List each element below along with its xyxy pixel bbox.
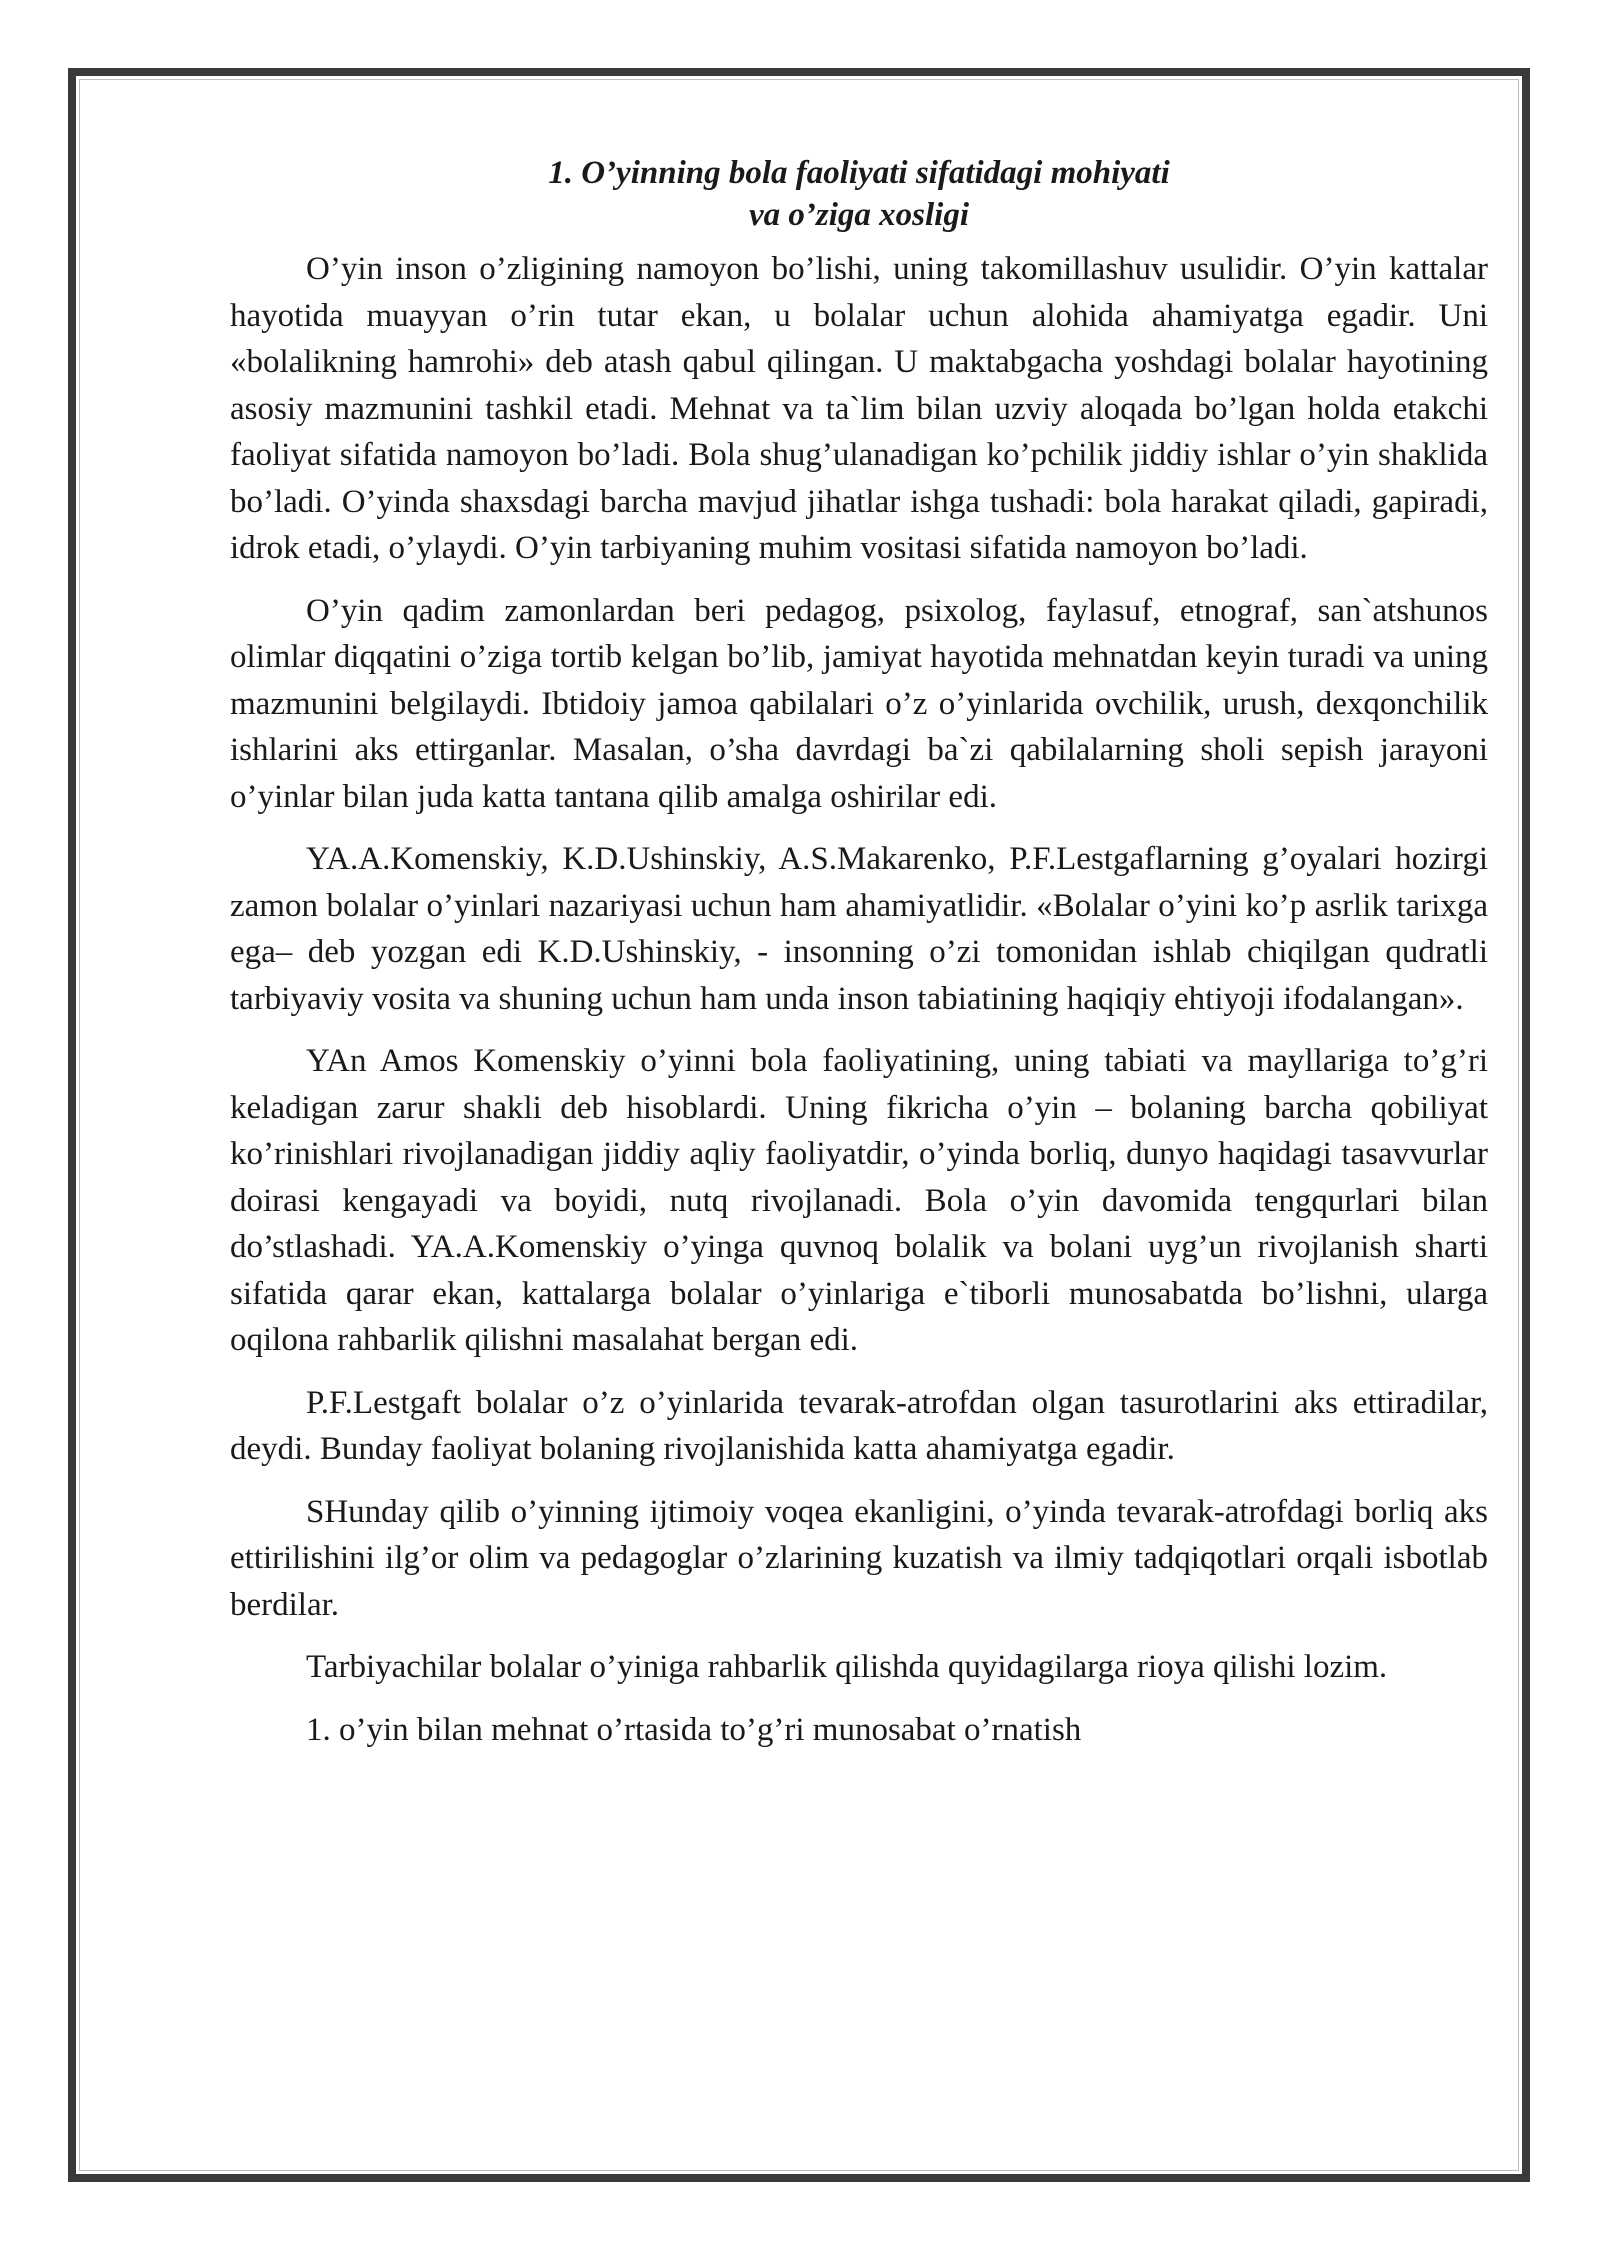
paragraph: Tarbiyachilar bolalar o’yiniga rahbarlik qilishda quyidagilarga rioya qilishi lozim. <box>306 1649 1388 1685</box>
title-line-2: va o’ziga xosligi <box>749 197 969 233</box>
document-body <box>230 152 1488 1753</box>
paragraph: YAn Amos Komenskiy o’yinni bola faoliyatining, uning tabiati va mayllariga to’g’ri keladigan zarur shakli deb hisoblardi. Uning fikricha o’yin – bolaning barcha qobiliyat ko’rinishlari rivojlanadigan jiddiy aqliy faoliyatdir, o’yinda borliq, dunyo haqidagi tasavvurlar doirasi kengayadi va boyidi, nutq rivojlanadi. Bola o’yin davomida tengqurlari bilan do’stlashadi. YA.A.Komenskiy o’yinga quvnoq bolalik va bolani uyg’un rivojlanish sharti sifatida qarar ekan, kattalarga bolalar o’yinlariga e`tiborli munosabatda bo’lishni, ularga oqilona rahbarlik qilishni masalahat bergan edi. <box>230 1043 1488 1358</box>
paragraph: O’yin inson o’zligining namoyon bo’lishi, uning takomillashuv usulidir. O’yin kattalar hayotida muayyan o’rin tutar ekan, u bolalar uchun alohida ahamiyatga egadir. Uni «bolalikning hamrohi» deb atash qabul qilingan. U maktabgacha yoshdagi bolalar hayotining asosiy mazmunini tashkil etadi. Mehnat va ta`lim bilan uzviy aloqada bo’lgan holda etakchi faoliyat sifatida namoyon bo’ladi. Bola shug’ulanadigan ko’pchilik jiddiy ishlar o’yin shaklida bo’ladi. O’yinda shaxsdagi barcha mavjud jihatlar ishga tushadi: bola harakat qiladi, gapiradi, idrok etadi, o’ylaydi. O’yin tarbiyaning muhim vositasi sifatida namoyon bo’ladi. <box>230 251 1488 566</box>
document-title <box>230 152 1488 236</box>
list-item: 1. o’yin bilan mehnat o’rtasida to’g’ri munosabat o’rnatish <box>306 1711 1082 1748</box>
title-line-1: 1. O’yinning bola faoliyati sifatidagi mohiyati <box>548 155 1170 191</box>
paragraph: P.F.Lestgaft bolalar o’z o’yinlarida tevarak-atrofdan olgan tasurotlarini aks ettiradilar, deydi. Bunday faoliyat bolaning rivojlanishida katta ahamiyatga egadir. <box>230 1384 1488 1467</box>
paragraph: O’yin qadim zamonlardan beri pedagog, psixolog, faylasuf, etnograf, san`atshunos olimlar diqqatini o’ziga tortib kelgan bo’lib, jamiyat hayotida mehnatdan keyin turadi va uning mazmunini belgilaydi. Ibtidoiy jamoa qabilalari o’z o’yinlarida ovchilik, urush, dexqonchilik ishlarini aks ettirganlar. Masalan, o’sha davrdagi ba`zi qabilalarning sholi sepish jarayoni o’yinlar bilan juda katta tantana qilib amalga oshirilar edi. <box>230 592 1488 815</box>
paragraph: YA.A.Komenskiy, K.D.Ushinskiy, A.S.Makarenko, P.F.Lestgaflarning g’oyalari hozirgi zamon bolalar o’yinlari nazariyasi uchun ham ahamiyatlidir. «Bolalar o’yini ko’p asrlik tarixga ega– deb yozgan edi K.D.Ushinskiy, - insonning o’zi tomonidan ishlab chiqilgan qudratli tarbiyaviy vosita va shuning uchun ham unda inson tabiatining haqiqiy ehtiyoji ifodalangan». <box>230 841 1488 1017</box>
paragraph: SHunday qilib o’yinning ijtimoiy voqea ekanligini, o’yinda tevarak-atrofdagi borliq aks ettirilishini ilg’or olim va pedagoglar o’zlarining kuzatish va ilmiy tadqiqotlari orqali isbotlab berdilar. <box>230 1493 1488 1623</box>
